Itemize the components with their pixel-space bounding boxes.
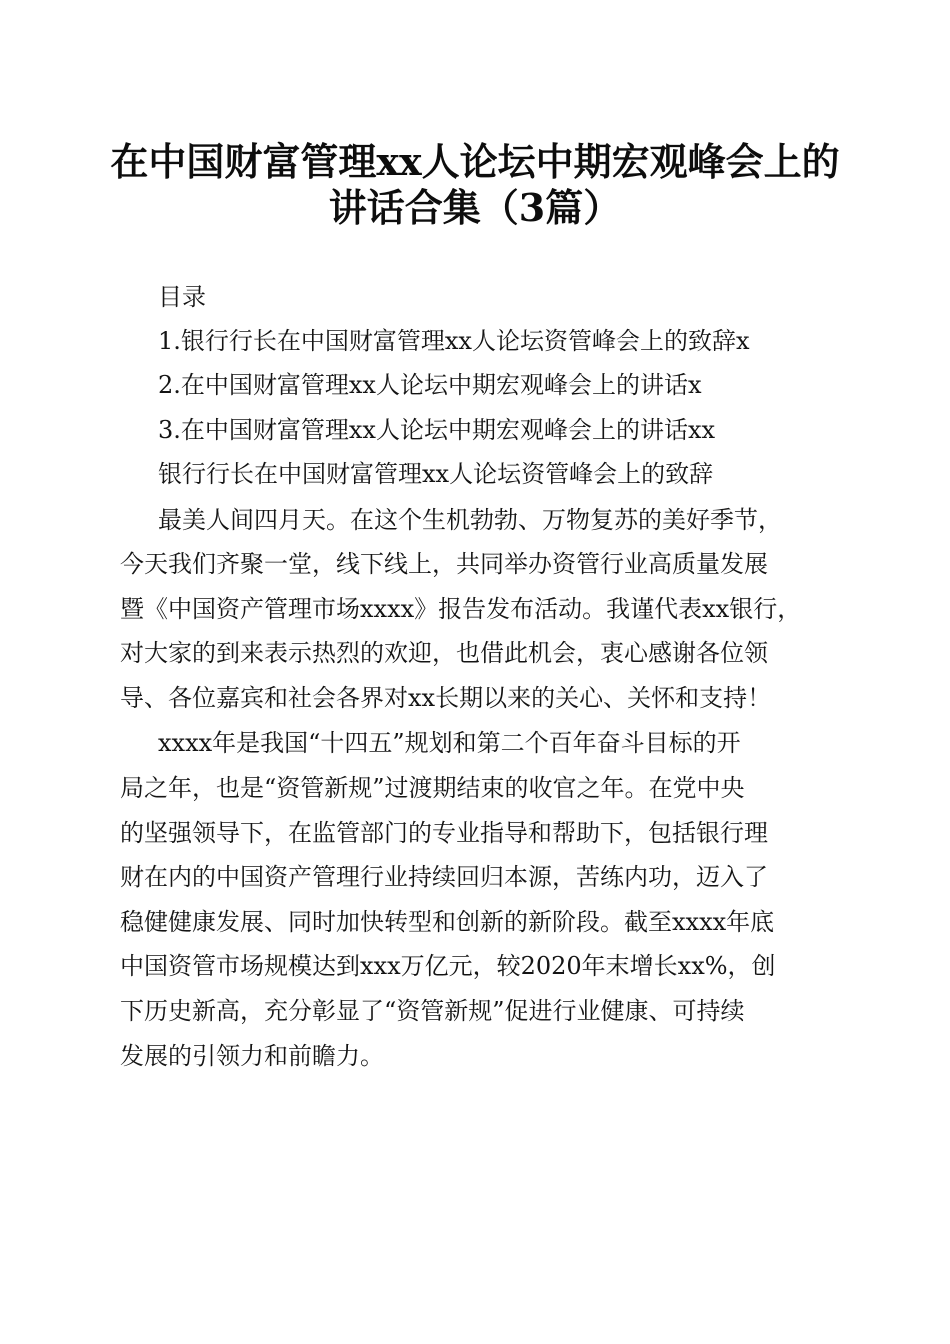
paragraph-line: 发展的引领力和前瞻力。 [120, 1042, 384, 1070]
paragraph-line: xxxx年是我国“十四五”规划和第二个百年奋斗目标的开 [158, 729, 741, 757]
paragraph-line: 最美人间四月天。在这个生机勃勃、万物复苏的美好季节， [158, 506, 782, 534]
paragraph-line: 财在内的中国资产管理行业持续回归本源，苦练内功，迈入了 [120, 863, 768, 891]
paragraph-line: 对大家的到来表示热烈的欢迎，也借此机会，衷心感谢各位领 [120, 639, 768, 667]
toc-heading: 目录 [158, 283, 206, 311]
paragraph-line: 下历史新高，充分彰显了“资管新规”促进行业健康、可持续 [120, 997, 745, 1025]
paragraph-line: 的坚强领导下，在监管部门的专业指导和帮助下，包括银行理 [120, 819, 768, 847]
paragraph-line: 中国资管市场规模达到xxx万亿元，较2020年末增长xx%，创 [120, 952, 776, 980]
paragraph-line: 局之年，也是“资管新规”过渡期结束的收官之年。在党中央 [120, 774, 745, 802]
toc-item: 1.银行行长在中国财富管理xx人论坛资管峰会上的致辞x [158, 327, 750, 355]
paragraph-line: 暨《中国资产管理市场xxxx》报告发布活动。我谨代表xx银行， [120, 595, 802, 623]
article-heading: 银行行长在中国财富管理xx人论坛资管峰会上的致辞 [158, 460, 714, 488]
document-title-line-2: 讲话合集（3篇） [328, 185, 622, 230]
document-title-line-1: 在中国财富管理xx人论坛中期宏观峰会上的 [110, 139, 840, 184]
toc-item: 3.在中国财富管理xx人论坛中期宏观峰会上的讲话xx [158, 416, 716, 444]
paragraph-line: 导、各位嘉宾和社会各界对xx长期以来的关心、关怀和支持！ [120, 684, 772, 712]
toc-item: 2.在中国财富管理xx人论坛中期宏观峰会上的讲话x [158, 371, 702, 399]
paragraph-line: 今天我们齐聚一堂，线下线上，共同举办资管行业高质量发展 [120, 550, 768, 578]
paragraph-line: 稳健健康发展、同时加快转型和创新的新阶段。截至xxxx年底 [120, 908, 775, 936]
